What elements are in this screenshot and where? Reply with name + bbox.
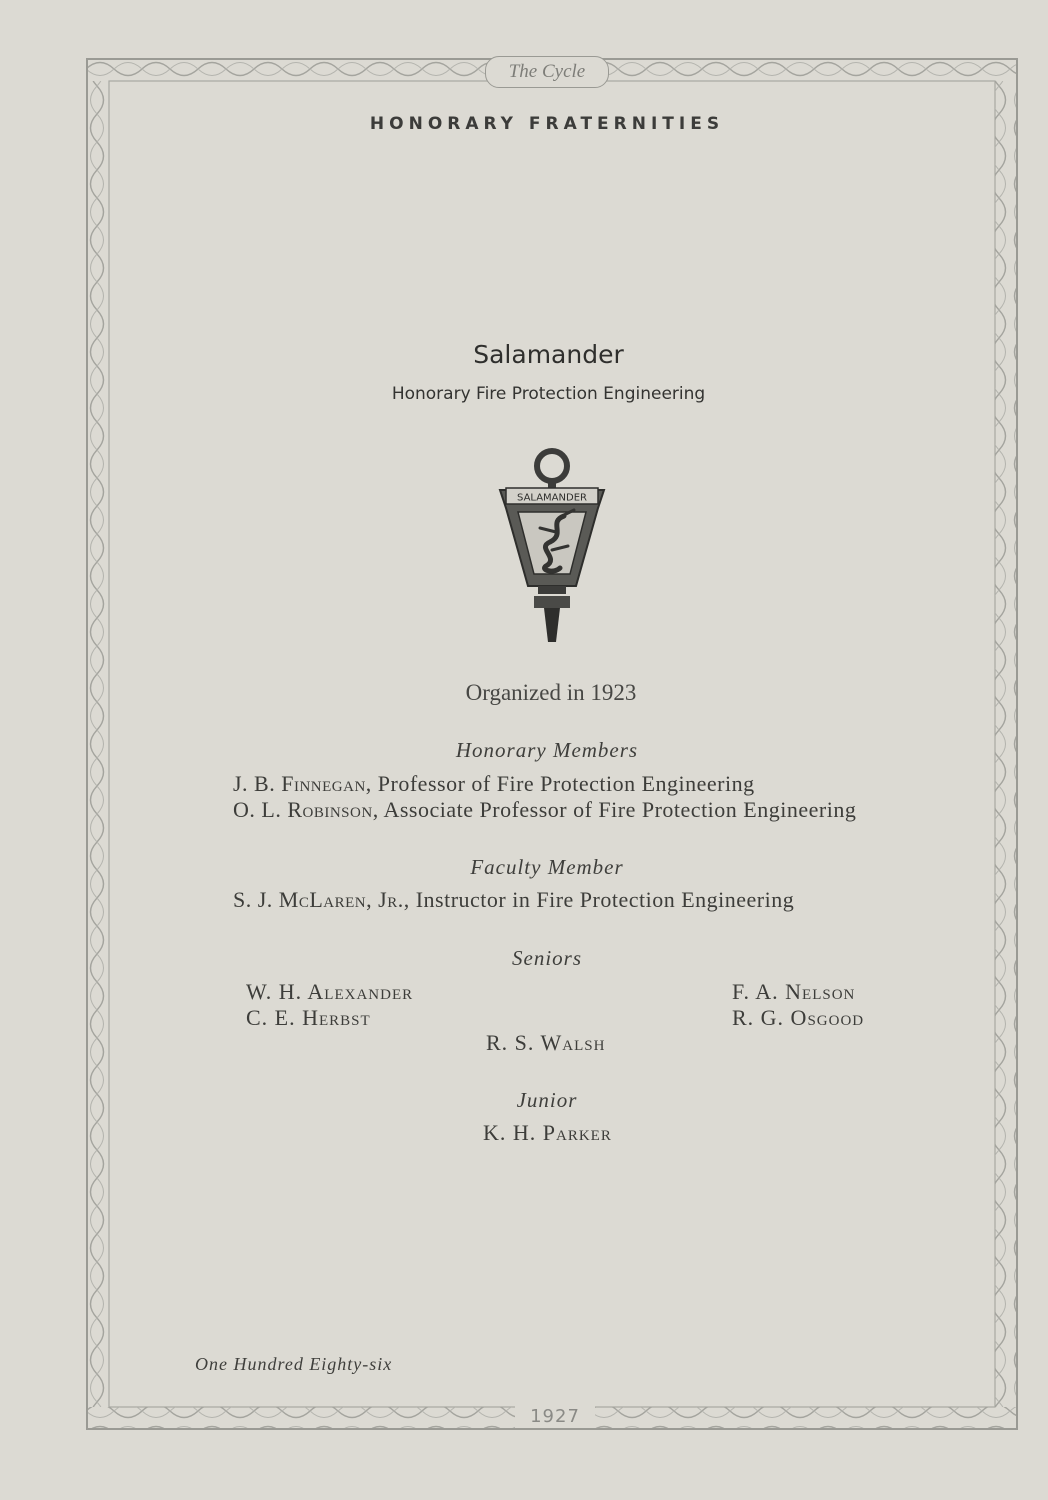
faculty-member-heading: Faculty Member <box>470 855 624 879</box>
member-name: O. L. Robinson <box>233 797 373 822</box>
organization-name: Salamander <box>473 340 624 369</box>
year-cartouche: 1927 <box>515 1404 595 1428</box>
junior-name: K. H. Parker <box>483 1120 612 1145</box>
faculty-member-line <box>233 887 794 913</box>
honorary-member-line <box>233 771 755 797</box>
organization-description: Honorary Fire Protection Engineering <box>391 384 706 404</box>
member-title: , Associate Professor of Fire Protection Engineering <box>372 797 857 822</box>
senior-name: F. A. Nelson <box>732 979 856 1004</box>
seniors-heading: Seniors <box>512 946 582 970</box>
running-head-cartouche: The Cycle <box>485 56 609 88</box>
senior-name: R. G. Osgood <box>732 1005 865 1030</box>
page-number: One Hundred Eighty-six <box>195 1354 393 1374</box>
senior-name: C. E. Herbst <box>246 1005 371 1030</box>
junior-heading: Junior <box>516 1088 578 1112</box>
section-title: HONORARY FRATERNITIES <box>369 114 725 134</box>
senior-name: W. H. Alexander <box>246 979 414 1004</box>
salamander-key-emblem <box>494 446 610 642</box>
organized-date: Organized in 1923 <box>465 680 637 705</box>
honorary-member-line <box>233 797 856 823</box>
member-name: J. B. Finnegan <box>233 771 366 796</box>
honorary-members-heading: Honorary Members <box>455 738 639 762</box>
senior-name: R. S. Walsh <box>486 1030 606 1055</box>
emblem-banner-text: SALAMANDER <box>517 492 587 504</box>
member-title: , Instructor in Fire Protection Engineering <box>403 887 795 912</box>
member-name: S. J. McLaren, Jr. <box>233 887 404 912</box>
member-title: , Professor of Fire Protection Engineering <box>365 771 755 796</box>
